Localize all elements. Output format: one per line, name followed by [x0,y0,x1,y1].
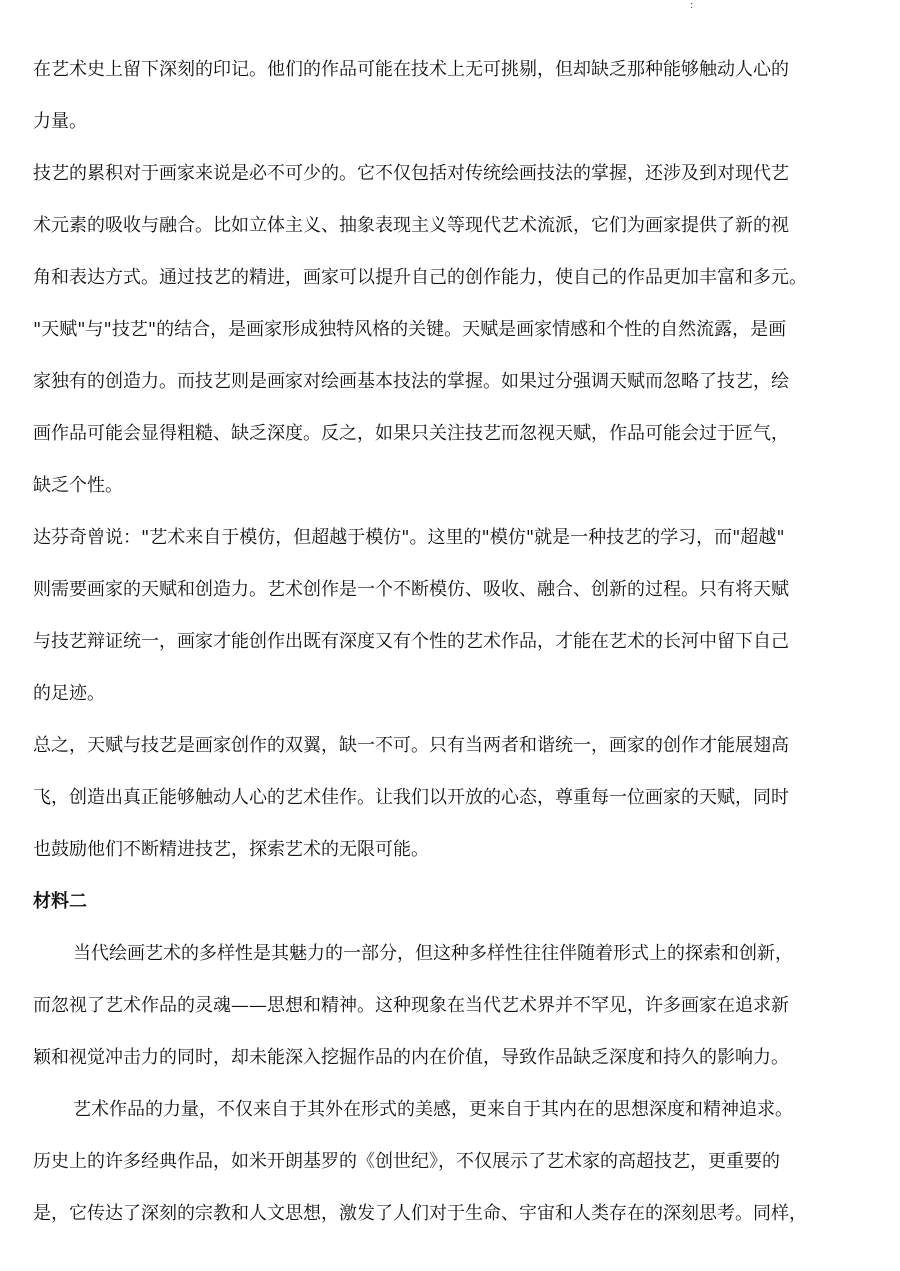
text-line: 达芬奇曾说："艺术来自于模仿，但超越于模仿"。这里的"模仿"就是一种技艺的学习，而"超越" [33,527,785,548]
text-line: 总之，天赋与技艺是画家创作的双翼，缺一不可。只有当两者和谐统一，画家的创作才能展翅高 [33,735,789,756]
text-line: 而忽视了艺术作品的灵魂——思想和精神。这种现象在当代艺术界并不罕见，许多画家在追求新 [33,995,789,1016]
text-line: 在艺术史上留下深刻的印记。他们的作品可能在技术上无可挑剔，但却缺乏那种能够触动人心的 [33,59,789,80]
text-line: 颖和视觉冲击力的同时，却未能深入挖掘作品的内在价值，导致作品缺乏深度和持久的影响力。 [33,1047,789,1068]
page-marker: : [690,0,694,11]
text-line: 也鼓励他们不断精进技艺，探索艺术的无限可能。 [33,839,429,860]
text-line: "天赋"与"技艺"的结合，是画家形成独特风格的关键。天赋是画家情感和个性的自然流露，是画 [33,319,787,340]
text-line: 技艺的累积对于画家来说是必不可少的。它不仅包括对传统绘画技法的掌握，还涉及到对现代艺 [33,163,789,184]
text-line: 历史上的许多经典作品，如米开朗基罗的《创世纪》，不仅展示了艺术家的高超技艺，更重要的 [33,1151,780,1172]
text-line: 则需要画家的天赋和创造力。艺术创作是一个不断模仿、吸收、融合、创新的过程。只有将天赋 [33,579,789,600]
text-line: 术元素的吸收与融合。比如立体主义、抽象表现主义等现代艺术流派，它们为画家提供了新的视 [33,215,789,236]
document-body [33,54,893,1250]
text-line: 艺术作品的力量，不仅来自于其外在形式的美感，更来自于其内在的思想深度和精神追求。 [73,1099,793,1120]
section-heading: 材料二 [33,891,87,912]
text-line: 是，它传达了深刻的宗教和人文思想，激发了人们对于生命、宇宙和人类存在的深刻思考。同样， [33,1203,807,1224]
text-line: 缺乏个性。 [33,475,123,496]
text-line: 角和表达方式。通过技艺的精进，画家可以提升自己的创作能力，使自己的作品更加丰富和多元。 [33,267,807,288]
text-line: 飞，创造出真正能够触动人心的艺术佳作。让我们以开放的心态，尊重每一位画家的天赋，同时 [33,787,789,808]
text-line: 力量。 [33,111,87,132]
text-line: 的足迹。 [33,683,105,704]
text-line: 当代绘画艺术的多样性是其魅力的一部分，但这种多样性往往伴随着形式上的探索和创新， [73,943,793,964]
text-line: 与技艺辩证统一，画家才能创作出既有深度又有个性的艺术作品，才能在艺术的长河中留下自己 [33,631,789,652]
text-line: 画作品可能会显得粗糙、缺乏深度。反之，如果只关注技艺而忽视天赋，作品可能会过于匠气， [33,423,789,444]
text-line: 家独有的创造力。而技艺则是画家对绘画基本技法的掌握。如果过分强调天赋而忽略了技艺，绘 [33,371,789,392]
